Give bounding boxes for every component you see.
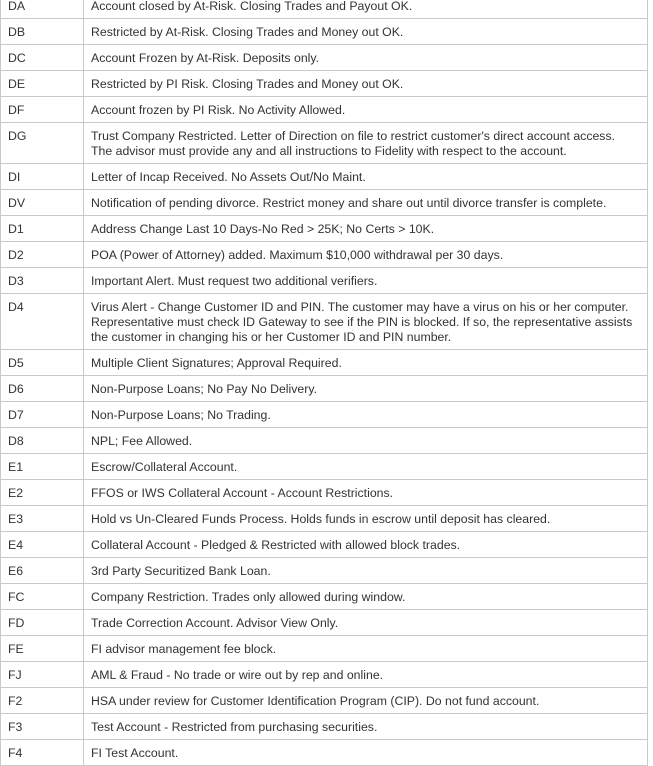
table-row — [1, 402, 648, 428]
table-row — [1, 45, 648, 71]
restriction-code: DI — [1, 164, 84, 190]
restriction-description: Restricted by At-Risk. Closing Trades and Money out OK. — [84, 19, 648, 45]
restriction-description: Restricted by PI Risk. Closing Trades and Money out OK. — [84, 71, 648, 97]
restriction-code: F4 — [1, 740, 84, 766]
table-row — [1, 164, 648, 190]
restriction-description: Hold vs Un-Cleared Funds Process. Holds funds in escrow until deposit has cleared. — [84, 506, 648, 532]
restriction-description: Account Frozen by At-Risk. Deposits only. — [84, 45, 648, 71]
table-row — [1, 97, 648, 123]
restriction-code: FE — [1, 636, 84, 662]
restriction-code: D7 — [1, 402, 84, 428]
restriction-description: Test Account - Restricted from purchasing securities. — [84, 714, 648, 740]
table-row — [1, 350, 648, 376]
restriction-description: Non-Purpose Loans; No Trading. — [84, 402, 648, 428]
restriction-code: FJ — [1, 662, 84, 688]
table-row — [1, 558, 648, 584]
restriction-code: D8 — [1, 428, 84, 454]
table-row — [1, 532, 648, 558]
restriction-code: DB — [1, 19, 84, 45]
restriction-description: Trade Correction Account. Advisor View Only. — [84, 610, 648, 636]
restriction-description: Notification of pending divorce. Restrict money and share out until divorce transfer is complete. — [84, 190, 648, 216]
restriction-description: Account frozen by PI Risk. No Activity Allowed. — [84, 97, 648, 123]
table-row — [1, 688, 648, 714]
restriction-code: D5 — [1, 350, 84, 376]
restriction-code: E6 — [1, 558, 84, 584]
restriction-description: NPL; Fee Allowed. — [84, 428, 648, 454]
table-row — [1, 714, 648, 740]
table-row — [1, 662, 648, 688]
table-row — [1, 740, 648, 766]
restriction-code: DV — [1, 190, 84, 216]
restriction-description: FI advisor management fee block. — [84, 636, 648, 662]
table-row — [1, 216, 648, 242]
restriction-code: E2 — [1, 480, 84, 506]
restriction-code: E4 — [1, 532, 84, 558]
restriction-description: Virus Alert - Change Customer ID and PIN. The customer may have a virus on his or her computer. Representative must check ID Gateway to see if the PIN is blocked. If so, the representative assists the customer in changing his or her Customer ID and PIN number. — [84, 294, 648, 350]
restriction-code: E3 — [1, 506, 84, 532]
restriction-description: Non-Purpose Loans; No Pay No Delivery. — [84, 376, 648, 402]
restriction-description: Letter of Incap Received. No Assets Out/No Maint. — [84, 164, 648, 190]
table-row — [1, 454, 648, 480]
table-row — [1, 376, 648, 402]
restriction-description: Escrow/Collateral Account. — [84, 454, 648, 480]
restriction-code: D6 — [1, 376, 84, 402]
restriction-description: Address Change Last 10 Days-No Red > 25K; No Certs > 10K. — [84, 216, 648, 242]
table-row — [1, 268, 648, 294]
table-row — [1, 123, 648, 164]
table-row — [1, 71, 648, 97]
restriction-description: Important Alert. Must request two additional verifiers. — [84, 268, 648, 294]
restriction-code: F3 — [1, 714, 84, 740]
restriction-description: Account closed by At-Risk. Closing Trades and Payout OK. — [84, 0, 648, 19]
restriction-description: Trust Company Restricted. Letter of Direction on file to restrict customer's direct account access. The advisor must provide any and all instructions to Fidelity with respect to the account. — [84, 123, 648, 164]
table-row — [1, 480, 648, 506]
restriction-description: AML & Fraud - No trade or wire out by rep and online. — [84, 662, 648, 688]
table-row — [1, 636, 648, 662]
restriction-code: DG — [1, 123, 84, 164]
table-row — [1, 294, 648, 350]
restriction-code: DF — [1, 97, 84, 123]
table-row — [1, 242, 648, 268]
restriction-description: Multiple Client Signatures; Approval Required. — [84, 350, 648, 376]
restriction-description: POA (Power of Attorney) added. Maximum $10,000 withdrawal per 30 days. — [84, 242, 648, 268]
restriction-code: DA — [1, 0, 84, 19]
restriction-code: FC — [1, 584, 84, 610]
table-row — [1, 19, 648, 45]
table-row — [1, 0, 648, 19]
restriction-description: 3rd Party Securitized Bank Loan. — [84, 558, 648, 584]
restriction-code: D1 — [1, 216, 84, 242]
table-row — [1, 190, 648, 216]
restriction-code: D4 — [1, 294, 84, 350]
table-row — [1, 428, 648, 454]
restriction-code: D2 — [1, 242, 84, 268]
restriction-description: Company Restriction. Trades only allowed during window. — [84, 584, 648, 610]
restriction-code: FD — [1, 610, 84, 636]
table-row — [1, 506, 648, 532]
restriction-description: FFOS or IWS Collateral Account - Account Restrictions. — [84, 480, 648, 506]
restriction-code: D3 — [1, 268, 84, 294]
table-row — [1, 584, 648, 610]
restriction-code: DC — [1, 45, 84, 71]
restriction-description: Collateral Account - Pledged & Restricted with allowed block trades. — [84, 532, 648, 558]
restriction-description: HSA under review for Customer Identification Program (CIP). Do not fund account. — [84, 688, 648, 714]
restriction-code: DE — [1, 71, 84, 97]
table-row — [1, 610, 648, 636]
restriction-code: E1 — [1, 454, 84, 480]
restriction-code: F2 — [1, 688, 84, 714]
restriction-description: FI Test Account. — [84, 740, 648, 766]
